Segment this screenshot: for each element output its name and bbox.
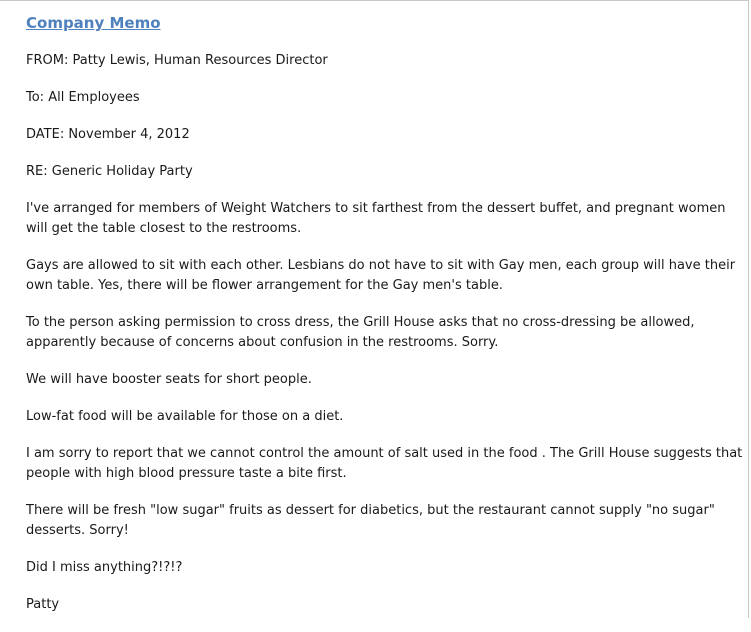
paragraph-line: I've arranged for members of Weight Watchers to sit farthest from the dessert buffet, and pregnant women <box>26 201 726 216</box>
memo-paragraph <box>26 370 726 390</box>
memo-to: To: All Employees <box>26 90 140 105</box>
memo-from: FROM: Patty Lewis, Human Resources Director <box>26 53 328 68</box>
memo-paragraph <box>26 199 726 239</box>
paragraph-line: Did I miss anything?!?!? <box>26 560 183 575</box>
memo-signature: Patty <box>26 597 60 612</box>
memo-paragraph <box>26 407 726 427</box>
paragraph-line: Low-fat food will be available for those on a diet. <box>26 409 344 424</box>
paragraph-line: There will be fresh "low sugar" fruits as dessert for diabetics, but the restaurant cannot supply "no sugar" <box>26 503 715 518</box>
paragraph-line: desserts. Sorry! <box>26 523 129 538</box>
paragraph-line: people with high blood pressure taste a bite first. <box>26 466 347 481</box>
memo-date: DATE: November 4, 2012 <box>26 127 190 142</box>
paragraph-line: Gays are allowed to sit with each other. Lesbians do not have to sit with Gay men, each group will have their <box>26 258 736 273</box>
memo-subject: RE: Generic Holiday Party <box>26 164 193 179</box>
paragraph-line: own table. Yes, there will be flower arrangement for the Gay men's table. <box>26 278 503 293</box>
paragraph-line: will get the table closest to the restrooms. <box>26 221 302 236</box>
memo-title: Company Memo <box>26 14 161 32</box>
paragraph-line: We will have booster seats for short people. <box>26 372 312 387</box>
memo-body <box>26 12 743 632</box>
memo-paragraph <box>26 558 726 578</box>
memo-paragraph <box>26 444 743 484</box>
paragraph-line: apparently because of concerns about confusion in the restrooms. Sorry. <box>26 335 499 350</box>
memo-paragraph <box>26 256 736 296</box>
paragraph-line: I am sorry to report that we cannot control the amount of salt used in the food . The Grill House suggests that <box>26 446 743 461</box>
memo-paragraph <box>26 313 726 353</box>
paragraph-line: To the person asking permission to cross dress, the Grill House asks that no cross-dressing be allowed, <box>26 315 695 330</box>
memo-paragraph <box>26 501 726 541</box>
